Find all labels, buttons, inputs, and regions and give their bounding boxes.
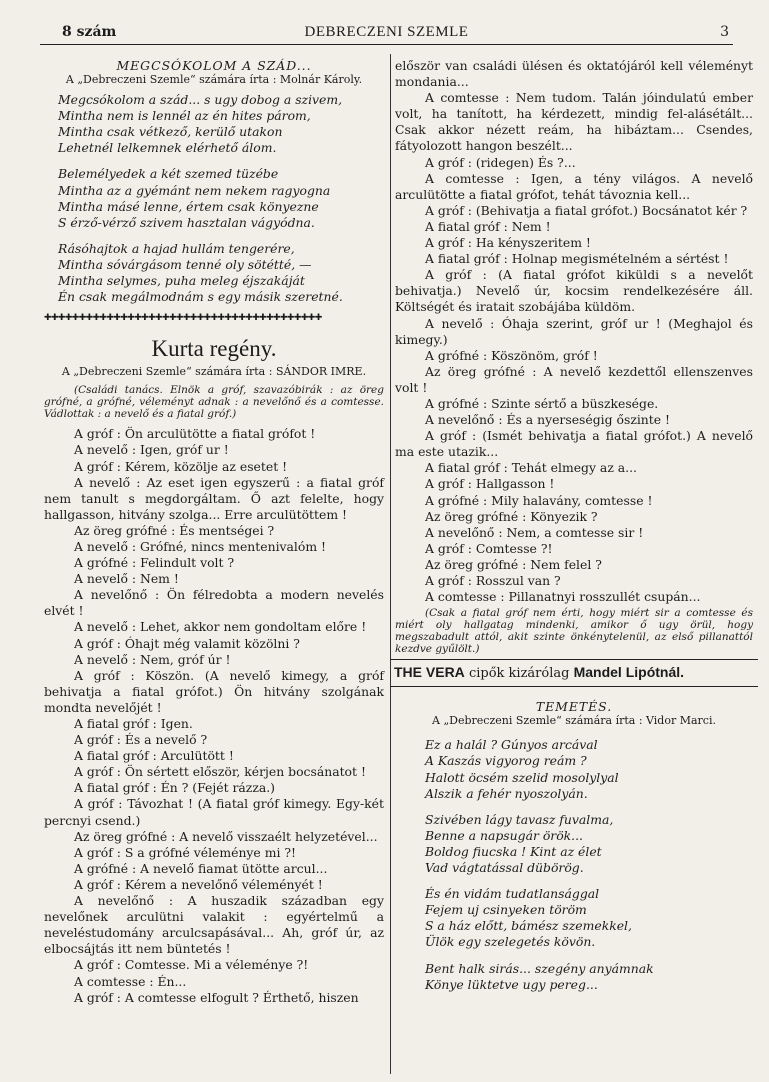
story-part-2 — [395, 58, 753, 605]
column-divider — [390, 54, 391, 1074]
poem-line: Vad vágtatással dübörög. — [425, 860, 584, 876]
dialogue-line: A gróf : A comtesse elfogult ? Érthető, hiszen — [74, 989, 359, 1005]
dialogue-line: A comtesse : Igen, a tény világos. A nevelő arculütötte a fiatal grófot, tehát távoznia kell... — [395, 170, 753, 202]
dialogue-line: A nevelőnő : Nem, a comtesse sir ! — [425, 524, 644, 540]
dialogue-line: A gróf : (Ismét behivatja a fiatal grófot.) A nevelő ma este utazik... — [395, 428, 753, 460]
masthead-title: DEBRECZENI SZEMLE — [304, 24, 469, 40]
dialogue-line: A gróf : Távozhat ! (A fiatal gróf kimegy. Egy-két percnyi csend.) — [44, 796, 384, 828]
dialogue-line: A fiatal gróf : Igen. — [74, 716, 193, 731]
poem-line: Én csak megálmodnám s egy másik szeretné. — [58, 289, 343, 305]
dialogue-line: A grófné : A nevelő fiamat ütötte arcul... — [74, 860, 328, 876]
dialogue-line: A nevelő : Az eset igen egyszerű : a fiatal gróf nem tanult s megdorgáltam. Ő azt felelte, hogy hallgasson, hitvány szolga... Erre arculütöttem ! — [44, 474, 384, 522]
dialogue-line: A fiatal gróf : Nem ! — [425, 218, 551, 234]
dialogue-line: A nevelő : Lehet, akkor nem gondoltam előre ! — [74, 619, 367, 635]
dialogue-line: A fiatal gróf : Én ? (Fejét rázza.) — [74, 780, 276, 796]
poem-line: Könye lüktetve ugy pereg... — [425, 976, 598, 992]
dialogue-line: A gróf : Kérem, közölje az esetet ! — [74, 458, 288, 474]
poem-line: Rásóhajtok a hajad hullám tengerére, — [58, 240, 295, 256]
dialogue-line: A gróf : Ön arculütötte a fiatal grófot ! — [74, 426, 316, 442]
dialogue-line: A nevelőnő : És a nyerseségig őszinte ! — [425, 412, 671, 428]
dialogue-line: A comtesse : Pillanatnyi rosszullét csupán... — [425, 589, 701, 605]
page-number: 3 — [720, 24, 729, 40]
dialogue-line: A grófné : Köszönöm, gróf ! — [425, 347, 598, 363]
decorative-separator: ✚✚✚✚✚✚✚✚✚✚✚✚✚✚✚✚✚✚✚✚✚✚✚✚✚✚✚✚✚✚✚✚✚✚✚✚✚✚✚✚ — [44, 313, 322, 324]
dialogue-line: Az öreg grófné : Nem felel ? — [425, 556, 602, 572]
poem2-title: TEMETÉS. — [535, 699, 613, 715]
dialogue-line: A gróf : Óhajt még valamit közölni ? — [74, 635, 300, 651]
left-column — [44, 58, 384, 1006]
dialogue-line: A gróf : (ridegen) És ?... — [425, 154, 576, 170]
dialogue-line: A gróf : (A fiatal grófot kiküldi s a nevelőt behivatja.) Nevelő úr, kocsim rendelkezésére áll. Költségét és iratait szobájába küldöm. — [395, 267, 753, 315]
ad-text: cipők kizárólag — [468, 666, 570, 682]
dialogue-line: A grófné : Szinte sértő a büszkesége. — [425, 395, 659, 411]
page-header — [40, 22, 733, 45]
dialogue-line: A gróf : Rosszul van ? — [425, 573, 561, 588]
story-part-1 — [44, 426, 384, 1005]
dialogue-line: Az öreg grófné : A nevelő kezdettől ellenszenves volt ! — [395, 363, 753, 395]
dialogue-line: A gróf : Köszön. (A nevelő kimegy, a gróf behivatja a fiatal grófot.) Ön hitvány szolgának mondta nevelőjét ! — [44, 667, 384, 715]
dialogue-line: Az öreg grófné : Könyezik ? — [425, 508, 598, 524]
poem1-body — [58, 92, 384, 305]
dialogue-line: A gróf : És a nevelő ? — [74, 732, 208, 748]
ad-shop: Mandel Lipótnál. — [573, 664, 685, 681]
poem-line: Halott öcsém szelid mosolylyal — [425, 769, 619, 785]
dialogue-line: A nevelő : Nem ! — [74, 571, 179, 587]
dialogue-line: A gróf : (Behivatja a fiatal grófot.) Bocsánatot kér ? — [425, 202, 748, 218]
story-title: Kurta regény. — [151, 336, 277, 362]
dialogue-line: A fiatal gróf : Tehát elmegy az a... — [425, 460, 637, 476]
dialogue-line: A nevelőnő : A huszadik században egy nevelőnek arculütni valakit : egyértelmű a neveléstudomány arculcsapásával... Ah, gróf úr, az elbocsájtás itt nem büntetés ! — [44, 893, 384, 957]
poem-line: Mintha másé lenne, értem csak könyezne — [58, 198, 319, 214]
poem-line: Fejem uj csinyeken töröm — [425, 902, 587, 918]
poem-line: Lehetnél lelkemnek elérhető álom. — [58, 140, 277, 156]
poem2-body — [425, 737, 753, 992]
dialogue-line: A gróf : S a grófné véleménye mi ?! — [74, 844, 296, 860]
dialogue-line: A fiatal gróf : Holnap megismételném a sértést ! — [425, 251, 729, 267]
dialogue-line: A gróf : Hallgasson ! — [425, 476, 555, 492]
poem-line: S érző-vérző szivem hasztalan vágyódna. — [58, 214, 315, 230]
poem-line: Belemélyedek a két szemed tüzébe — [58, 166, 279, 182]
story-byline: A „Debreczeni Szemle“ számára írta : SÁNDOR IMRE. — [61, 365, 367, 379]
advertisement — [390, 659, 758, 687]
right-column — [395, 58, 753, 993]
poem-line: Bent halk sirás... szegény anyámnak — [425, 960, 654, 976]
poem-line: Alszik a fehér nyoszolyán. — [425, 785, 588, 801]
poem-line: Mintha selymes, puha meleg éjszakáját — [58, 273, 305, 289]
dialogue-line: A nevelő : Grófné, nincs mentenivalóm ! — [74, 538, 327, 554]
poem1-byline: A „Debreczeni Szemle“ számára írta : Molnár Károly. — [65, 73, 363, 87]
story-cast: (Családi tanács. Elnök a gróf, szavazóbirák : az öreg grófné, a grófné, véleményt adnak : a nevelőnő és a comtesse. Vádlottak : a nevelő és a fiatal gróf.) — [44, 384, 384, 421]
dialogue-line: Az öreg grófné : És mentségei ? — [74, 522, 275, 538]
ad-brand: THE VERA — [394, 664, 465, 681]
dialogue-line: A nevelő : Igen, gróf ur ! — [74, 442, 229, 458]
dialogue-line: A nevelő : Óhaja szerint, gróf ur ! (Meghajol és kimegy.) — [395, 315, 753, 347]
dialogue-line: A nevelőnő : Ön félredobta a modern nevelés elvét ! — [44, 587, 384, 619]
poem-line: Mintha csak vétkező, kerülő utakon — [58, 124, 283, 140]
dialogue-line: A grófné : Mily halavány, comtesse ! — [425, 492, 653, 508]
poem-line: Boldog fiucska ! Kint az élet — [425, 843, 602, 859]
dialogue-line: A gróf : Ha kényszeritem ! — [425, 235, 591, 251]
poem-line: Mintha nem is lennél az én hites párom, — [58, 108, 311, 124]
dialogue-line: A fiatal gróf : Arculütött ! — [74, 748, 234, 764]
poem-line: Ülök egy szelegetés kövön. — [425, 934, 596, 950]
poem-line: Szivében lágy tavasz fuvalma, — [425, 811, 614, 827]
poem-line: Benne a napsugár örök... — [425, 827, 583, 843]
dialogue-line: A gróf : Comtesse ?! — [425, 540, 553, 556]
poem-line: Megcsókolom a szád... s ugy dobog a szivem, — [58, 92, 343, 108]
poem1-title: MEGCSÓKOLOM A SZÁD... — [116, 58, 312, 73]
dialogue-line: A nevelő : Nem, gróf úr ! — [74, 651, 231, 667]
dialogue-line: A grófné : Felindult volt ? — [74, 555, 235, 571]
dialogue-line: A gróf : Kérem a nevelőnő véleményét ! — [74, 876, 323, 892]
dialogue-line: A comtesse : Én... — [74, 973, 187, 989]
poem-line: És én vidám tudatlansággal — [425, 886, 600, 902]
dialogue-line: A comtesse : Nem tudom. Talán jóindulatú ember volt, ha tanított, ha kérdezett, mindig fel-alásétált... Csak akkor nézett reám, ha hibáztam... Csendes, fátyolozott hangon beszélt... — [395, 90, 753, 154]
poem-line: S a ház előtt, bámész szemekkel, — [425, 918, 632, 934]
poem-line: Mintha az a gyémánt nem nekem ragyogna — [58, 182, 331, 198]
poem-line: Ez a halál ? Gúnyos arcával — [425, 737, 598, 753]
dialogue-line: A gróf : Comtesse. Mi a véleménye ?! — [74, 957, 309, 973]
poem-line: Mintha sóvárgásom tenné oly sötétté, — — [58, 256, 312, 272]
issue-number: 8 szám — [62, 24, 117, 40]
dialogue-line: A gróf : Ön sértett először, kérjen bocsánatot ! — [74, 764, 366, 780]
story-ending-note: (Csak a fiatal gróf nem érti, hogy miért sir a comtesse és miért oly hallgatag mindenki, amikor ő ugy örül, hogy megszabadult attól, akit szinte önkénytelenül, az első pillanattól kezdve gyűlölt.) — [395, 607, 753, 656]
poem2-byline: A „Debreczeni Szemle“ számára írta : Vidor Marci. — [432, 714, 716, 728]
dialogue-line: Az öreg grófné : A nevelő visszaélt helyzetével... — [74, 828, 378, 844]
poem-line: A Kaszás vigyorog reám ? — [425, 753, 587, 769]
dialogue-line: először van családi ülésen és oktatójáról kell véleményt mondania... — [395, 58, 753, 90]
